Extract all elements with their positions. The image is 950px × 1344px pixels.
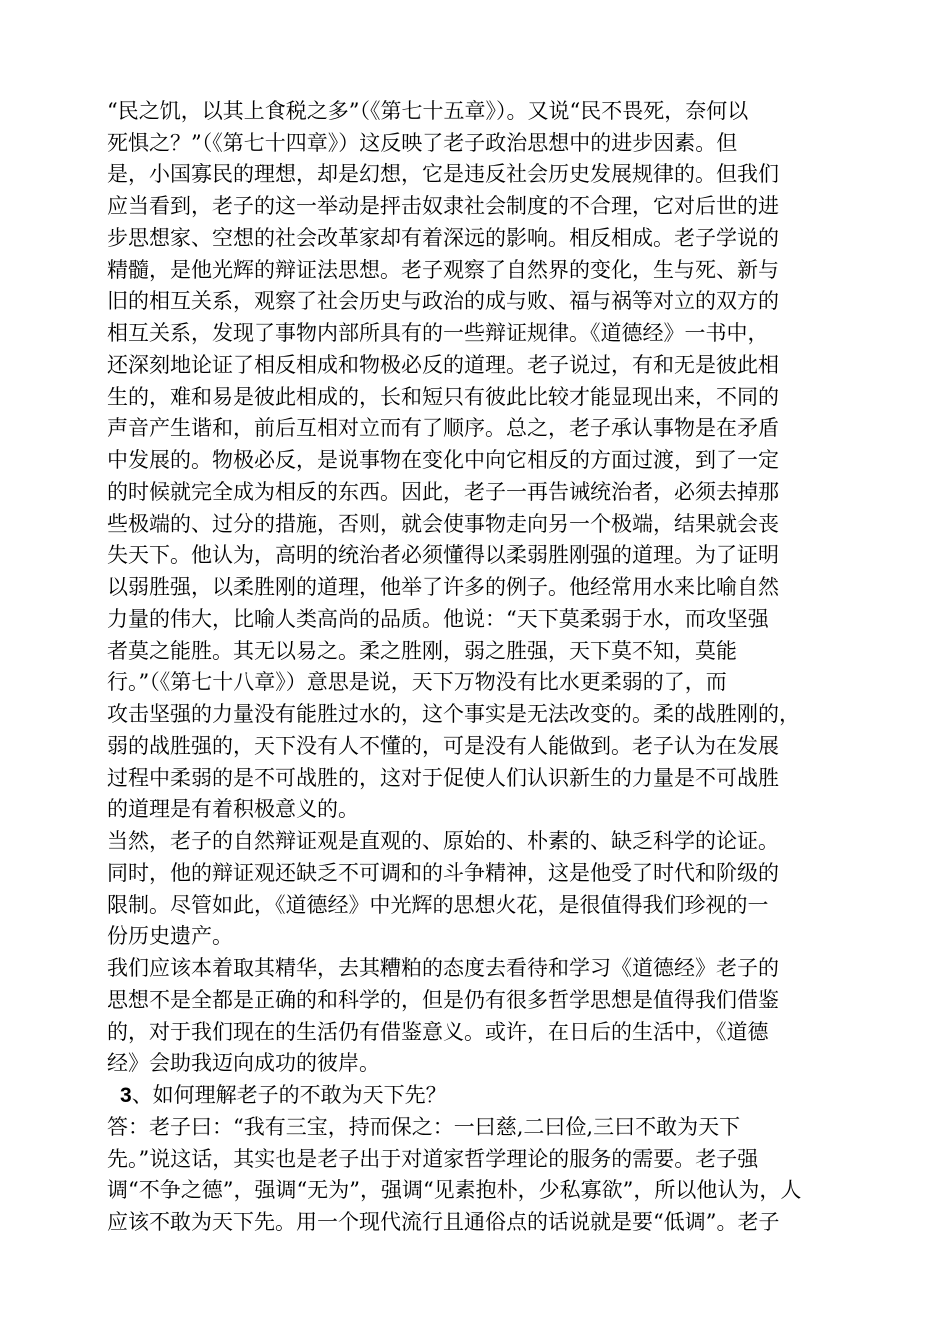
answer-line: 先。”说这话，其实也是老子出于对道家哲学理论的服务的需要。老子强 [107,1147,759,1171]
text-line: 失天下。他认为，高明的统治者必须懂得以柔弱胜刚强的道理。为了证明 [107,543,779,567]
text-line: 步思想家、空想的社会改革家却有着深远的影响。相反相成。老子学说的 [107,226,779,250]
text-line: 的，对于我们现在的生活仍有借鉴意义。或许，在日后的生活中，《道德 [107,1020,769,1044]
text-line: 经》会助我迈向成功的彼岸。 [107,1051,380,1075]
text-line: 份历史遗产。 [107,924,233,948]
section-heading [120,1081,447,1109]
text-line: 同时，他的辩证观还缺乏不可调和的斗争精神，这是他受了时代和阶级的 [107,861,779,885]
text-line: 是，小国寡民的理想，却是幻想，它是违反社会历史发展规律的。但我们 [107,162,779,186]
text-line: 精髓，是他光辉的辩证法思想。老子观察了自然界的变化，生与死、新与 [107,258,779,282]
text-line: 行。”（《第七十八章》）意思是说，天下万物没有比水更柔弱的了，而 [107,670,727,694]
answer-line: 答：老子曰：“我有三宝，持而保之：一曰慈,二曰俭,三曰不敢为天下 [107,1115,741,1139]
text-line: 弱的战胜强的，天下没有人不懂的，可是没有人能做到。老子认为在发展 [107,734,779,758]
section-number: 3 [120,1084,132,1107]
text-line: 的道理是有着积极意义的。 [107,797,359,821]
answer-line: 调“不争之德”，强调“无为”，强调“见素抱朴，少私寡欲”，所以他认为，人 [107,1178,802,1202]
text-line: 我们应该本着取其精华，去其糟粕的态度去看待和学习《道德经》老子的 [107,956,779,980]
text-line: 中发展的。物极必反，是说事物在变化中向它相反的方面过渡，到了一定 [107,448,779,472]
text-line: 应当看到，老子的这一举动是抨击奴隶社会制度的不合理，它对后世的进 [107,194,779,218]
text-line: 者莫之能胜。其无以易之。柔之胜刚，弱之胜强，天下莫不知，莫能 [107,639,737,663]
text-line: 旧的相互关系，观察了社会历史与政治的成与败、福与祸等对立的双方的 [107,289,779,313]
text-line: 过程中柔弱的是不可战胜的，这对于促使人们认识新生的力量是不可战胜 [107,766,779,790]
text-line: 力量的伟大，比喻人类高尚的品质。他说：“天下莫柔弱于水，而攻坚强 [107,607,769,631]
answer-line: 应该不敢为天下先。用一个现代流行且通俗点的话说就是要“低调”。老子 [107,1210,780,1234]
text-line: 声音产生谐和，前后互相对立而有了顺序。总之，老子承认事物是在矛盾 [107,416,779,440]
text-line: 相互关系，发现了事物内部所具有的一些辩证规律。《道德经》一书中， [107,321,769,345]
text-line: 还深刻地论证了相反相成和物极必反的道理。老子说过，有和无是彼此相 [107,353,779,377]
text-line: 攻击坚强的力量没有能胜过水的，这个事实是无法改变的。柔的战胜刚的， [107,702,800,726]
text-line: “民之饥，以其上食税之多”（《第七十五章》）。又说“民不畏死，奈何以 [107,99,749,123]
text-line: 当然，老子的自然辩证观是直观的、原始的、朴素的、缺乏科学的论证。 [107,829,779,853]
section-heading-text: 、如何理解老子的不敢为天下先？ [131,1083,447,1107]
text-line: 些极端的、过分的措施，否则，就会使事物走向另一个极端，结果就会丧 [107,512,779,536]
text-line: 死惧之？”（《第七十四章》）这反映了老子政治思想中的进步因素。但 [107,131,738,155]
text-line: 思想不是全都是正确的和科学的，但是仍有很多哲学思想是值得我们借鉴 [107,988,779,1012]
text-line: 限制。尽管如此，《道德经》中光辉的思想火花，是很值得我们珍视的一 [107,893,769,917]
text-line: 以弱胜强，以柔胜刚的道理，他举了许多的例子。他经常用水来比喻自然 [107,575,779,599]
text-line: 生的，难和易是彼此相成的，长和短只有彼此比较才能显现出来，不同的 [107,385,779,409]
text-line: 的时候就完全成为相反的东西。因此，老子一再告诫统治者，必须去掉那 [107,480,779,504]
